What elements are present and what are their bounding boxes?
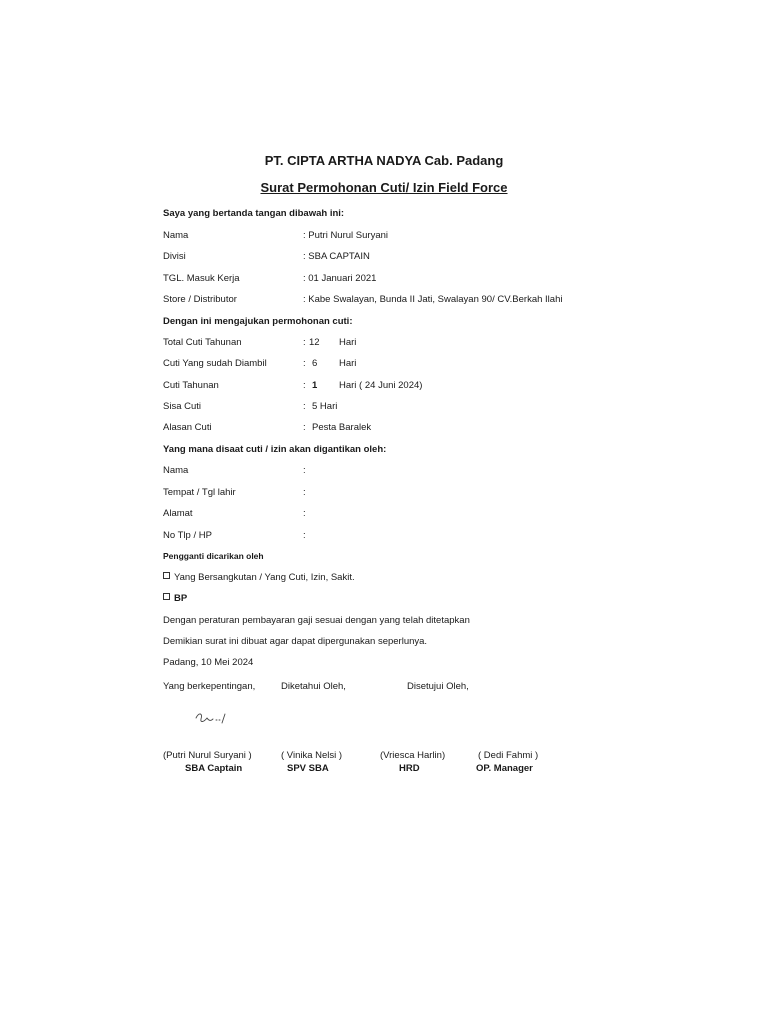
date-line: Padang, 10 Mei 2024 [163,657,254,668]
field-label: Total Cuti Tahunan [163,337,242,348]
field-label: Alamat [163,508,193,519]
signer-role-applicant: SBA Captain [185,763,243,774]
document-title: Surat Permohonan Cuti/ Izin Field Force [260,180,508,195]
field-colon: : [303,508,306,519]
field-label: Sisa Cuti [163,401,202,412]
field-label: Store / Distributor [163,294,237,305]
signer-role-hrd: HRD [399,763,420,774]
signer-name-hrd: (Vriesca Harlin) [380,750,446,761]
field-value: : SBA CAPTAIN [303,251,370,262]
option-row-concerned [163,572,355,584]
field-label: No Tlp / HP [163,530,212,541]
field-colon: : [303,401,306,412]
signature-heading-acknowledged: Diketahui Oleh, [281,681,346,692]
option-row-bp [163,593,187,605]
field-value: : Kabe Swalayan, Bunda II Jati, Swalayan 90/ CV.Berkah Ilahi [303,294,563,305]
field-label: Divisi [163,251,186,262]
salary-statement: Dengan peraturan pembayaran gaji sesuai dengan yang telah ditetapkan [163,615,470,626]
field-label: TGL. Masuk Kerja [163,273,240,284]
field-label: Cuti Yang sudah Diambil [163,358,267,369]
leave-reason-value: Pesta Baralek [312,422,372,433]
closing-statement: Demikian surat ini dibuat agar dapat dipergunakan seperlunya. [163,636,428,647]
company-name: PT. CIPTA ARTHA NADYA Cab. Padang [264,153,504,168]
replacement-heading: Yang mana disaat cuti / izin akan digantikan oleh: [163,444,387,455]
field-colon: : [303,465,306,476]
signer-role-supervisor: SPV SBA [287,763,329,774]
field-value: : 01 Januari 2021 [303,273,377,284]
signer-role-manager: OP. Manager [476,763,533,774]
signer-name-applicant: (Putri Nurul Suryani ) [163,750,252,761]
field-colon: : [303,358,306,369]
field-colon: : [303,530,306,541]
field-label: Cuti Tahunan [163,380,219,391]
field-colon: : [303,380,306,391]
signer-name-manager: ( Dedi Fahmi ) [478,750,539,761]
checkbox-icon[interactable] [163,572,170,579]
leave-remaining-value: 5 Hari [312,401,338,412]
request-heading: Dengan ini mengajukan permohonan cuti: [163,316,353,327]
field-label: Tempat / Tgl lahir [163,487,236,498]
leave-annual-number: 1 [312,380,318,391]
leave-total-number: 12 [309,337,320,348]
substitute-heading: Pengganti dicarikan oleh [163,551,264,561]
field-label: Nama [163,465,189,476]
field-label: Nama [163,230,189,241]
checkbox-icon[interactable] [163,593,170,600]
leave-annual-unit: Hari ( 24 Juni 2024) [339,380,423,391]
leave-total-unit: Hari [339,337,357,348]
handwritten-signature [190,704,250,730]
signature-heading-approved: Disetujui Oleh, [407,681,469,692]
field-colon: : [303,487,306,498]
option-label: BP [174,593,188,604]
signature-heading-applicant: Yang berkepentingan, [163,681,256,692]
field-value: : Putri Nurul Suryani [303,230,389,241]
field-colon: : [303,337,306,348]
intro-text: Saya yang bertanda tangan dibawah ini: [163,208,345,219]
leave-taken-unit: Hari [339,358,357,369]
option-label: Yang Bersangkutan / Yang Cuti, Izin, Sakit. [174,572,355,583]
signer-name-supervisor: ( Vinika Nelsi ) [281,750,343,761]
leave-taken-number: 6 [312,358,318,369]
field-colon: : [303,422,306,433]
field-label: Alasan Cuti [163,422,212,433]
